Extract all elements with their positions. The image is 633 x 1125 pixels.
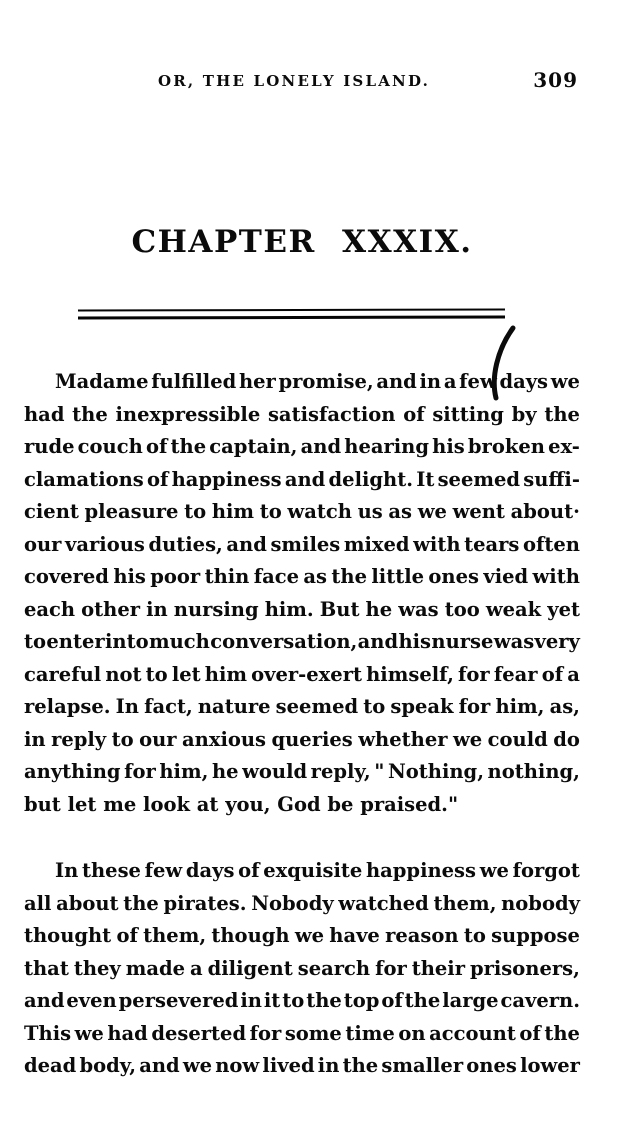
text-line: anything for him, he would reply, " Nothing, nothing, — [24, 760, 580, 783]
text-line: covered his poor thin face as the little ones vied with — [24, 565, 580, 588]
running-title: OR, THE LONELY ISLAND. — [157, 72, 431, 90]
text-line: careful not to let him over-exert himself, for fear of a — [24, 662, 580, 686]
text-line: rude couch of the captain, and hearing his broken ex- — [24, 435, 580, 458]
text-line: our various duties, and smiles mixed with tears often — [24, 532, 580, 556]
text-line: In these few days of exquisite happiness we forgot — [55, 859, 580, 882]
text-line: This we had deserted for some time on account of the — [24, 1021, 580, 1045]
paragraph — [24, 366, 580, 821]
text-line: Madame fulfilled her promise, and in a few days we — [55, 370, 580, 393]
text-line: that they made a diligent search for their prisoners, — [24, 956, 580, 980]
text-line: all about the pirates. Nobody watched them, nobody — [24, 891, 580, 915]
text-line: cient pleasure to him to watch us as we went about· — [24, 500, 580, 523]
text-line: and even persevered in it to the top of the large cavern. — [24, 989, 580, 1012]
running-header — [24, 68, 580, 96]
divider-rule — [78, 308, 505, 319]
text-line: in reply to our anxious queries whether we could do — [24, 727, 580, 751]
text-line: clamations of happiness and delight. It seemed suffi- — [24, 467, 580, 491]
page-number: 309 — [533, 68, 578, 92]
text-line: dead body, and we now lived in the smaller ones lower — [24, 1054, 580, 1077]
text-line: to enter into much conversation, and his nurse was very — [24, 630, 580, 653]
text-line: had the inexpressible satisfaction of sitting by the — [24, 402, 580, 426]
text-line: relapse. In fact, nature seemed to speak for him, as, — [24, 695, 580, 718]
paragraph — [24, 855, 580, 1083]
text-line: but let me look at you, God be praised." — [24, 792, 459, 816]
text-block — [24, 366, 580, 1083]
chapter-title: CHAPTER XXXIX. — [131, 224, 473, 260]
text-line: each other in nursing him. But he was too weak yet — [24, 597, 580, 621]
text-line: thought of them, though we have reason to suppose — [24, 924, 580, 947]
